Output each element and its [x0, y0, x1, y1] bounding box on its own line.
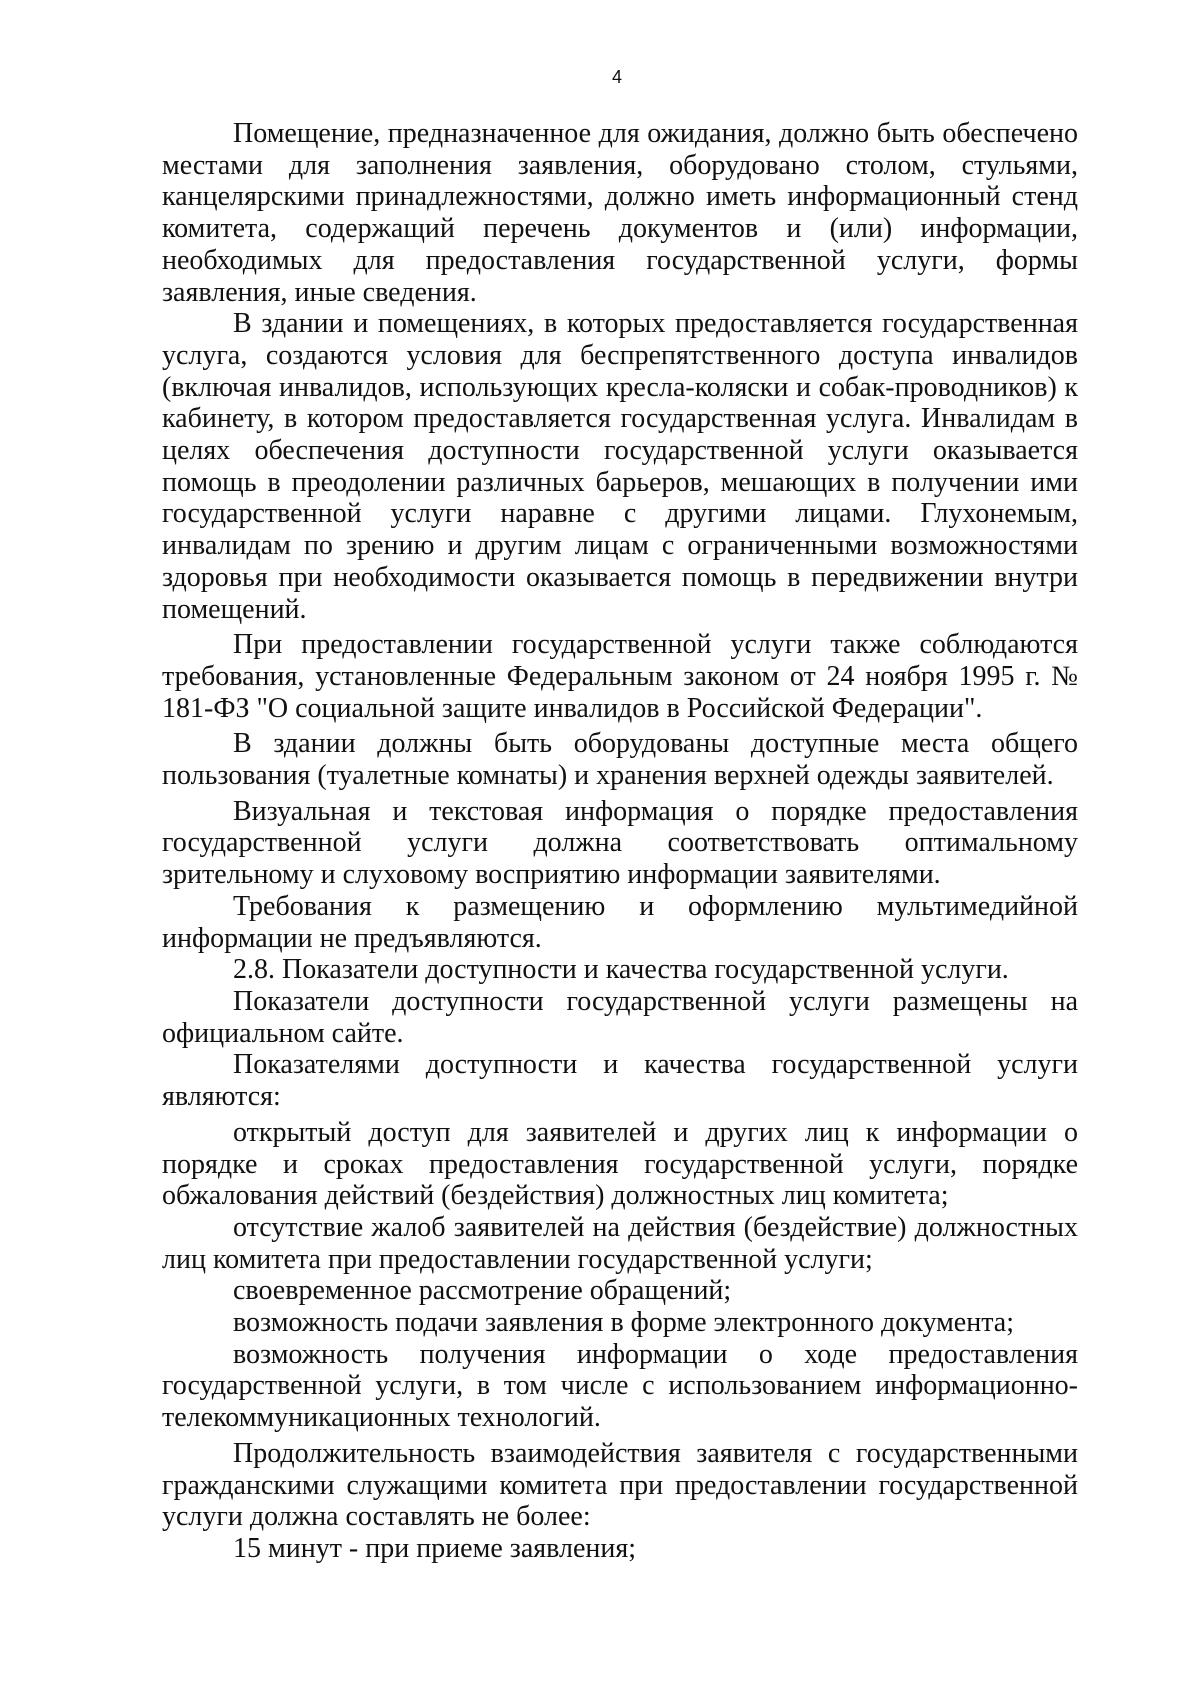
paragraph-multimedia-requirements: Требования к размещению и оформлению мультимедийной информации не предъявляются.	[162, 890, 1078, 954]
paragraph-indicators-published: Показатели доступности государственной услуги размещены на официальном сайте.	[162, 985, 1078, 1049]
paragraph-visual-information: Визуальная и текстовая информация о порядке предоставления государственной услуги должна соответствовать оптимальному зрительному и слуховому восприятию информации заявителями.	[162, 795, 1078, 891]
paragraph-interaction-duration: Продолжительность взаимодействия заявителя с государственными гражданскими служащими комитета при предоставлении государственной услуги должна составлять не более:	[162, 1437, 1078, 1533]
section-2-8-heading: 2.8. Показатели доступности и качества государственной услуги.	[233, 954, 1009, 986]
list-item-electronic-submission: возможность подачи заявления в форме электронного документа;	[233, 1307, 1015, 1339]
document-body	[162, 118, 1078, 1565]
list-item-open-access: открытый доступ для заявителей и других лиц к информации о порядке и сроках предоставления государственной услуги, порядке обжалования действий (бездействия) должностных лиц комитета;	[162, 1116, 1078, 1212]
list-item-timely-review: своевременное рассмотрение обращений;	[233, 1275, 732, 1307]
list-item-progress-information: возможность получения информации о ходе предоставления государственной услуги, в том числе с использованием информационно-телекоммуникационных технологий.	[162, 1338, 1078, 1434]
paragraph-common-areas: В здании должны быть оборудованы доступные места общего пользования (туалетные комнаты) и хранения верхней одежды заявителей.	[162, 728, 1078, 792]
list-item-no-complaints: отсутствие жалоб заявителей на действия (бездействие) должностных лиц комитета при предоставлении государственной услуги;	[162, 1211, 1078, 1275]
paragraph-indicators-intro: Показателями доступности и качества государственной услуги являются:	[162, 1049, 1078, 1113]
list-item-fifteen-minutes: 15 минут - при приеме заявления;	[233, 1532, 637, 1564]
paragraph-federal-law-requirements: При предоставлении государственной услуги также соблюдаются требования, установленные Федеральным законом от 24 ноября 1995 г. № 181-ФЗ "О социальной защите инвалидов в Российской Федерации".	[162, 629, 1078, 724]
paragraph-waiting-room: Помещение, предназначенное для ожидания, должно быть обеспечено местами для заполнения заявления, оборудовано столом, стульями, канцелярскими принадлежностями, должно иметь информационный стенд комитета, содержащий перечень документов и (или) информации, необходимых для предоставления государственной услуги, формы заявления, иные сведения.	[162, 118, 1078, 308]
page-number: 4	[611, 67, 622, 87]
paragraph-accessibility-conditions: В здании и помещениях, в которых предоставляется государственная услуга, создаются условия для беспрепятственного доступа инвалидов (включая инвалидов, использующих кресла-коляски и собак-проводников) к кабинету, в котором предоставляется государственная услуга. Инвалидам в целях обеспечения доступности государственной услуги оказывается помощь в преодолении различных барьеров, мешающих в получении ими государственной услуги наравне с другими лицами. Глухонемым, инвалидам по зрению и другим лицам с ограниченными возможностями здоровья при необходимости оказывается помощь в передвижении внутри помещений.	[162, 308, 1078, 625]
